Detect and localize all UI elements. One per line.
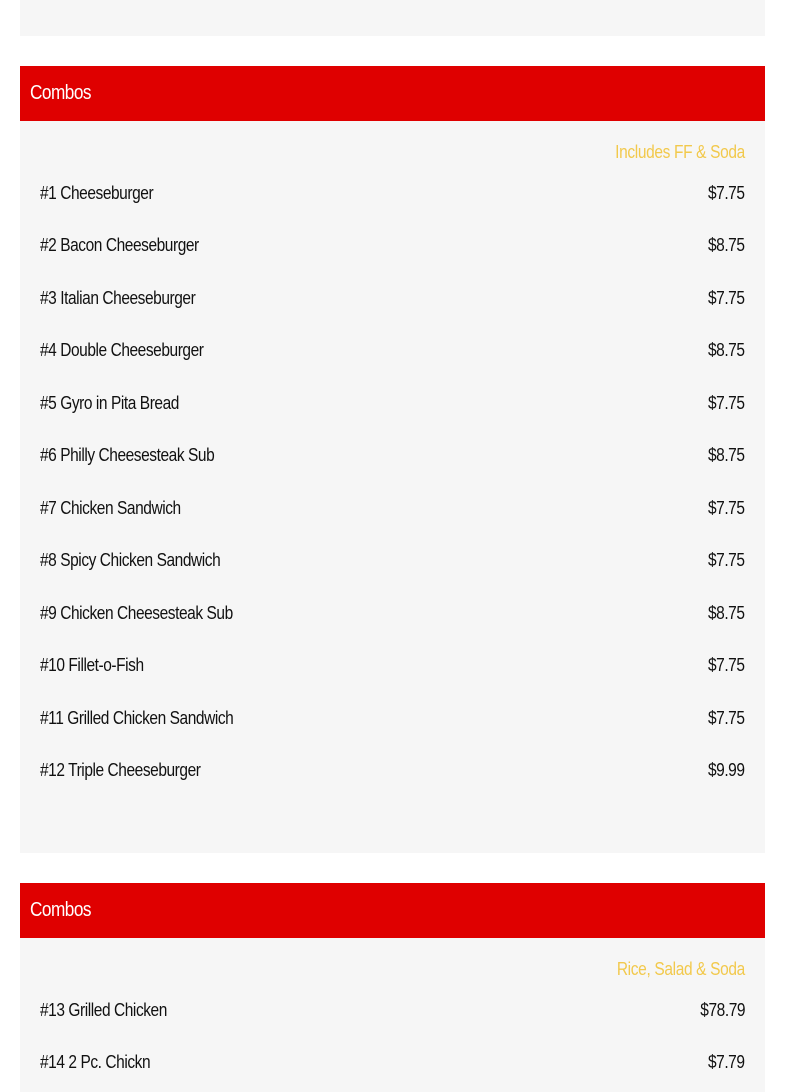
item-price: $9.99 (708, 760, 745, 781)
menu-item[interactable] (20, 220, 765, 273)
section-header (20, 883, 765, 938)
menu-item[interactable] (20, 377, 765, 430)
menu-item[interactable] (20, 482, 765, 535)
combos-section-2 (20, 883, 765, 1092)
item-name: #1 Cheeseburger (40, 182, 154, 203)
item-price: $7.75 (708, 655, 745, 676)
item-name: #4 Double Cheeseburger (40, 340, 204, 361)
section-header (20, 66, 765, 121)
menu-item[interactable] (20, 272, 765, 325)
menu-item-list (20, 167, 765, 797)
menu-item[interactable] (20, 587, 765, 640)
item-price: $7.75 (708, 392, 745, 413)
item-price: $8.75 (708, 235, 745, 256)
item-price: $7.75 (708, 287, 745, 308)
item-name: #14 2 Pc. Chickn (40, 1052, 151, 1073)
item-name: #10 Fillet-o-Fish (40, 655, 144, 676)
item-price: $8.75 (708, 340, 745, 361)
item-price: $78.79 (700, 999, 745, 1020)
menu-item[interactable] (20, 640, 765, 693)
menu-item[interactable] (20, 430, 765, 483)
item-name: #6 Philly Cheesesteak Sub (40, 445, 215, 466)
item-price: $7.75 (708, 550, 745, 571)
item-name: #13 Grilled Chicken (40, 999, 167, 1020)
menu-item[interactable] (20, 692, 765, 745)
item-price: $8.75 (708, 602, 745, 623)
item-name: #11 Grilled Chicken Sandwich (40, 707, 234, 728)
item-name: #12 Triple Cheeseburger (40, 760, 201, 781)
combos-section-1 (20, 66, 765, 853)
section-note-text: Includes FF & Soda (615, 142, 745, 162)
section-title: Combos (30, 82, 91, 104)
section-note-text: Rice, Salad & Soda (616, 959, 745, 979)
section-title: Combos (30, 899, 91, 921)
item-name: #2 Bacon Cheeseburger (40, 235, 199, 256)
item-name: #7 Chicken Sandwich (40, 497, 181, 518)
item-name: #3 Italian Cheeseburger (40, 287, 196, 308)
menu-item[interactable] (20, 325, 765, 378)
item-price: $8.75 (708, 445, 745, 466)
item-price: $7.79 (708, 1052, 745, 1073)
previous-section-panel (20, 0, 765, 36)
menu-item[interactable] (20, 535, 765, 588)
item-name: #9 Chicken Cheesesteak Sub (40, 602, 233, 623)
item-name: #5 Gyro in Pita Bread (40, 392, 179, 413)
menu-item[interactable] (20, 745, 765, 798)
item-price: $7.75 (708, 497, 745, 518)
menu-item[interactable] (20, 1037, 765, 1090)
item-price: $7.75 (708, 182, 745, 203)
item-price: $7.75 (708, 707, 745, 728)
item-name: #8 Spicy Chicken Sandwich (40, 550, 221, 571)
